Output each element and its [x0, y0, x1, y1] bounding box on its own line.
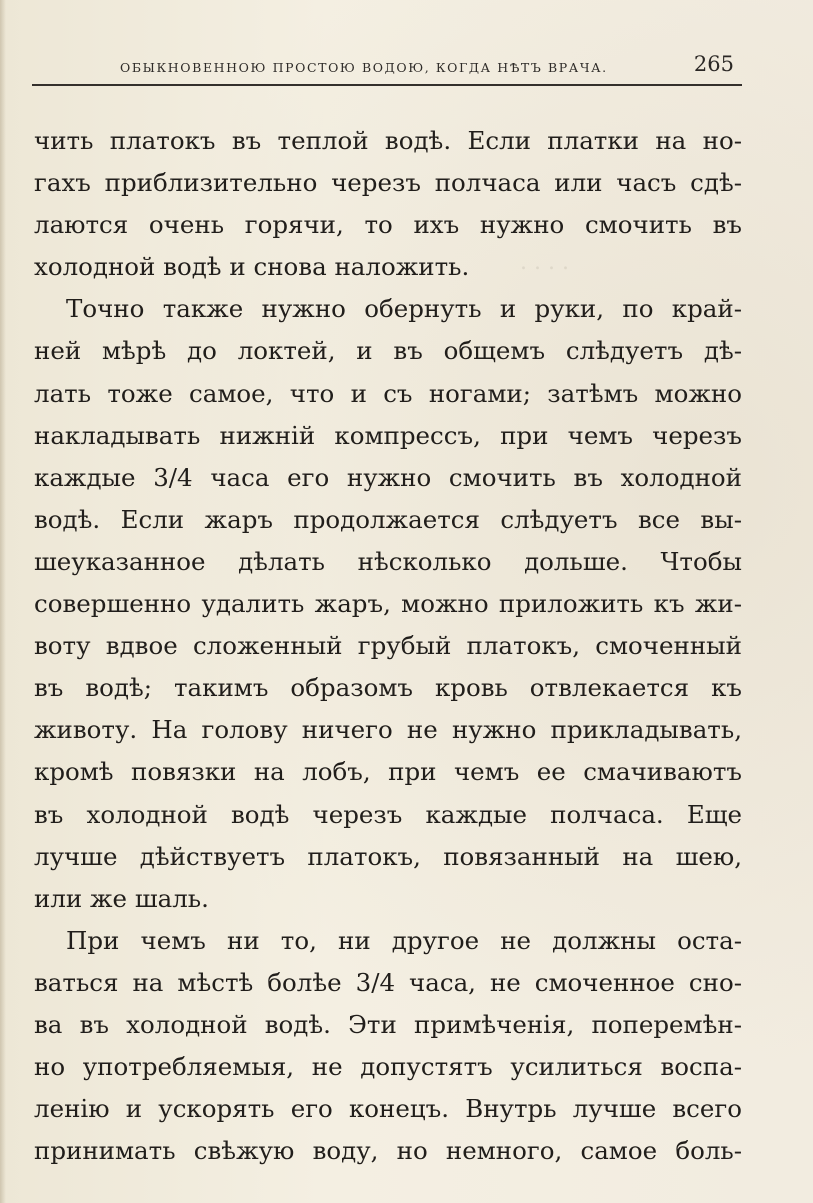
page-edge-shadow — [0, 0, 6, 1203]
text-line: въ водѣ; такимъ образомъ кровь отвлекается къ — [34, 673, 742, 703]
text-line: Точно также нужно обернуть и руки, по край- — [66, 294, 742, 324]
text-line: накладывать нижній компрессъ, при чемъ черезъ — [34, 420, 742, 450]
text-line: лать тоже самое, что и съ ногами; затѣмъ можно — [34, 378, 742, 408]
text-line: животу. На голову ничего не нужно прикладывать, — [34, 715, 742, 745]
text-line: кромѣ повязки на лобъ, при чемъ ее смачиваютъ — [34, 757, 742, 787]
page-number: 265 — [693, 52, 734, 76]
text-line: совершенно удалить жаръ, можно приложить къ жи- — [34, 589, 742, 619]
text-line: каждые 3/4 часа его нужно смочить въ холодной — [34, 462, 742, 492]
text-line: ва въ холодной водѣ. Эти примѣченія, поперемѣн- — [34, 1009, 742, 1039]
text-line: или же шаль. — [34, 883, 209, 913]
text-line: При чемъ ни то, ни другое не должны оста- — [66, 925, 742, 955]
text-line: водѣ. Если жаръ продолжается слѣдуетъ все вы- — [34, 504, 742, 534]
text-line: ней мѣрѣ до локтей, и въ общемъ слѣдуетъ дѣ- — [34, 336, 742, 366]
text-line: лучше дѣйствуетъ платокъ, повязанный на шею, — [34, 841, 742, 871]
header-rule — [32, 84, 742, 86]
page-header — [32, 48, 742, 88]
text-line: шеуказанное дѣлать нѣсколько дольше. Чтобы — [34, 546, 742, 576]
text-line: гахъ приблизительно черезъ полчаса или часъ сдѣ- — [34, 168, 742, 198]
text-line: но употребляемыя, не допустятъ усилиться воспа- — [34, 1052, 742, 1082]
body-text — [34, 120, 742, 1172]
text-line: лаются очень горячи, то ихъ нужно смочить въ — [34, 210, 742, 240]
bleed-through-text: . . . . — [520, 250, 569, 275]
text-line: чить платокъ въ теплой водѣ. Если платки на но- — [34, 126, 742, 155]
text-line: въ холодной водѣ черезъ каждые полчаса. Еще — [34, 799, 742, 829]
text-line: воту вдвое сложенный грубый платокъ, смоченный — [34, 631, 742, 661]
text-line: холодной водѣ и снова наложить. — [34, 252, 470, 282]
running-head: ОБЫКНОВЕННОЮ ПРОСТОЮ ВОДОЮ, КОГДА НѢТЪ ВРАЧА. — [120, 60, 608, 75]
text-line: ленію и ускорять его конецъ. Внутрь лучше всего — [34, 1094, 742, 1124]
text-line: принимать свѣжую воду, но немного, самое боль- — [34, 1136, 742, 1166]
text-line: ваться на мѣстѣ болѣе 3/4 часа, не смоченное сно- — [34, 967, 742, 997]
